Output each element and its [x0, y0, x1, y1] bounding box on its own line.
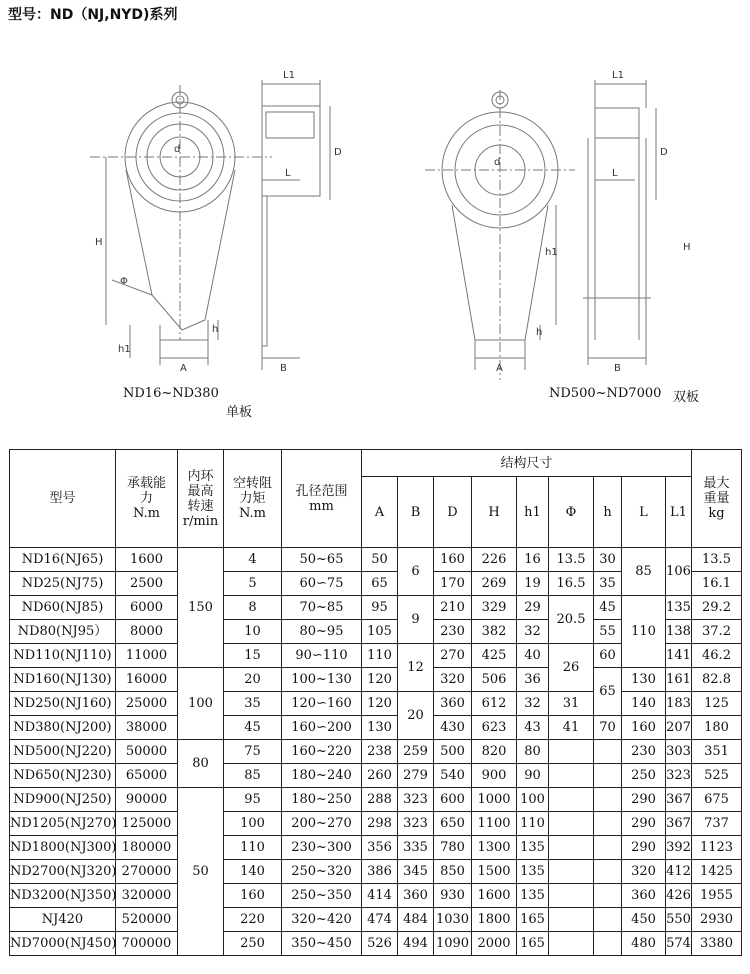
spec-table	[9, 449, 742, 956]
table-cell: 16.5	[549, 572, 594, 596]
table-cell: 65	[362, 572, 398, 596]
double-plate-side-view	[583, 80, 656, 365]
table-cell: 574	[666, 932, 692, 956]
table-cell: 1600	[472, 884, 517, 908]
table-cell: 26	[549, 644, 594, 692]
svg-text:B: B	[614, 363, 621, 374]
page-title: 型号：ND（NJ,NYD)系列	[8, 7, 178, 23]
table-cell: 270000	[116, 860, 178, 884]
table-row	[10, 884, 742, 908]
table-cell: 623	[472, 716, 517, 740]
table-cell: 50000	[116, 740, 178, 764]
table-cell: 35	[594, 572, 622, 596]
table-row	[10, 812, 742, 836]
table-cell: 675	[692, 788, 742, 812]
header-D: D	[434, 477, 472, 548]
table-cell: 16.1	[692, 572, 742, 596]
table-cell: 50	[178, 788, 224, 956]
table-cell: 160∽200	[282, 716, 362, 740]
table-cell: 38000	[116, 716, 178, 740]
table-cell: ND650(NJ230)	[10, 764, 116, 788]
table-cell: 226	[472, 548, 517, 572]
table-cell: NJ420	[10, 908, 116, 932]
table-cell: 525	[692, 764, 742, 788]
dim-L1-label: L1	[283, 70, 295, 81]
table-cell: 1030	[434, 908, 472, 932]
table-cell: 270	[434, 644, 472, 668]
table-cell: 210	[434, 596, 472, 620]
table-cell: 25000	[116, 692, 178, 716]
table-cell: 360	[622, 884, 666, 908]
table-cell: 4	[224, 548, 282, 572]
table-cell: ND16(NJ65)	[10, 548, 116, 572]
table-cell: 141	[666, 644, 692, 668]
table-cell: 250	[622, 764, 666, 788]
table-cell: 120∽160	[282, 692, 362, 716]
table-cell: 426	[666, 884, 692, 908]
dim-h1-label: h1	[118, 344, 131, 355]
table-cell: 737	[692, 812, 742, 836]
dim-h-label: h	[212, 324, 219, 335]
table-cell	[549, 788, 594, 812]
header-h1: h1	[517, 477, 549, 548]
table-cell	[549, 836, 594, 860]
table-cell: 1100	[472, 812, 517, 836]
table-cell: 290	[622, 812, 666, 836]
table-cell: 165	[517, 932, 549, 956]
header-h: h	[594, 477, 622, 548]
table-cell: 13.5	[692, 548, 742, 572]
table-row	[10, 740, 742, 764]
table-cell: 6	[398, 548, 434, 596]
table-cell: 1425	[692, 860, 742, 884]
table-cell: 2930	[692, 908, 742, 932]
table-cell: 50~65	[282, 548, 362, 572]
table-cell: 16000	[116, 668, 178, 692]
table-cell: 110	[517, 812, 549, 836]
table-cell: 335	[398, 836, 434, 860]
header-L1: L1	[666, 477, 692, 548]
table-cell	[594, 908, 622, 932]
table-cell: 230	[434, 620, 472, 644]
table-cell: 160	[434, 548, 472, 572]
table-cell: 135	[517, 884, 549, 908]
table-cell: ND25(NJ75)	[10, 572, 116, 596]
table-cell: ND3200(NJ350)	[10, 884, 116, 908]
table-row	[10, 860, 742, 884]
table-cell: 19	[517, 572, 549, 596]
table-cell	[594, 764, 622, 788]
table-cell: 20	[224, 668, 282, 692]
table-cell	[549, 908, 594, 932]
table-cell: 35	[224, 692, 282, 716]
table-cell: 1123	[692, 836, 742, 860]
table-cell: 8	[224, 596, 282, 620]
table-cell: 550	[666, 908, 692, 932]
table-cell: 2500	[116, 572, 178, 596]
table-cell: 161	[666, 668, 692, 692]
table-cell: 425	[472, 644, 517, 668]
table-cell: 360	[398, 884, 434, 908]
table-cell: 130	[622, 668, 666, 692]
table-cell: 135	[517, 860, 549, 884]
table-cell: 60	[594, 644, 622, 668]
table-cell: 70	[594, 716, 622, 740]
table-cell: 3380	[692, 932, 742, 956]
table-cell	[594, 884, 622, 908]
table-cell: ND1205(NJ270)	[10, 812, 116, 836]
table-cell: 106	[666, 548, 692, 596]
table-cell: 20.5	[549, 596, 594, 644]
table-cell: 15	[224, 644, 282, 668]
table-cell: 526	[362, 932, 398, 956]
table-cell: 6000	[116, 596, 178, 620]
table-cell: 120	[362, 668, 398, 692]
svg-text:d: d	[494, 157, 501, 168]
table-cell: 55	[594, 620, 622, 644]
table-cell: 10	[224, 620, 282, 644]
header-dimensions: 结构尺寸	[362, 450, 692, 477]
right-figure-caption: ND500~ND7000	[549, 386, 662, 401]
double-plate-front-view	[425, 90, 575, 380]
table-cell: 250~350	[282, 884, 362, 908]
table-cell: 140	[224, 860, 282, 884]
table-cell: 350~450	[282, 932, 362, 956]
table-cell: 180000	[116, 836, 178, 860]
table-cell: 382	[472, 620, 517, 644]
table-cell	[549, 932, 594, 956]
table-cell: 392	[666, 836, 692, 860]
table-cell: 230~300	[282, 836, 362, 860]
table-cell: 45	[594, 596, 622, 620]
table-cell: 259	[398, 740, 434, 764]
table-cell: 16	[517, 548, 549, 572]
table-cell: 520000	[116, 908, 178, 932]
table-cell: 2000	[472, 932, 517, 956]
table-cell: 386	[362, 860, 398, 884]
table-cell: 82.8	[692, 668, 742, 692]
table-row	[10, 716, 742, 740]
table-cell: 170	[434, 572, 472, 596]
table-cell: 29.2	[692, 596, 742, 620]
table-cell: 450	[622, 908, 666, 932]
table-cell: 135	[517, 836, 549, 860]
table-cell: 40	[517, 644, 549, 668]
table-cell: 207	[666, 716, 692, 740]
svg-text:D: D	[660, 147, 668, 158]
dim-d-label: d	[174, 144, 181, 155]
table-cell: 85	[622, 548, 666, 596]
table-cell: 75	[224, 740, 282, 764]
svg-text:A: A	[496, 363, 503, 374]
table-row	[10, 764, 742, 788]
table-cell: 1600	[116, 548, 178, 572]
svg-text:L1: L1	[612, 70, 624, 81]
table-cell: 80~95	[282, 620, 362, 644]
table-cell: 60∽75	[282, 572, 362, 596]
table-cell: ND60(NJ85)	[10, 596, 116, 620]
table-cell: 95	[362, 596, 398, 620]
table-cell: 180~250	[282, 788, 362, 812]
table-cell: 1300	[472, 836, 517, 860]
table-cell: 780	[434, 836, 472, 860]
table-cell: 930	[434, 884, 472, 908]
table-cell: 90	[517, 764, 549, 788]
header-model: 型号	[10, 450, 116, 548]
table-cell: 80	[517, 740, 549, 764]
table-cell: 323	[666, 764, 692, 788]
table-cell: ND1800(NJ300)	[10, 836, 116, 860]
table-cell: 900	[472, 764, 517, 788]
dim-A-label: A	[180, 363, 187, 374]
header-B: B	[398, 477, 434, 548]
table-cell: 135	[666, 596, 692, 620]
table-cell	[549, 884, 594, 908]
table-cell: 65000	[116, 764, 178, 788]
table-cell: 165	[517, 908, 549, 932]
table-cell: 484	[398, 908, 434, 932]
table-cell: 200~270	[282, 812, 362, 836]
table-cell: 1000	[472, 788, 517, 812]
table-cell: 100	[517, 788, 549, 812]
table-cell: ND110(NJ110)	[10, 644, 116, 668]
table-cell: 279	[398, 764, 434, 788]
table-cell: 494	[398, 932, 434, 956]
table-cell: 1090	[434, 932, 472, 956]
table-cell: 105	[362, 620, 398, 644]
table-cell: 45	[224, 716, 282, 740]
table-cell: 41	[549, 716, 594, 740]
table-cell: 320~420	[282, 908, 362, 932]
table-cell: 90∽110	[282, 644, 362, 668]
table-cell: 303	[666, 740, 692, 764]
table-cell: ND380(NJ200)	[10, 716, 116, 740]
table-cell: 298	[362, 812, 398, 836]
table-cell: 323	[398, 812, 434, 836]
table-cell: 850	[434, 860, 472, 884]
header-weight: 最大 重量 kg	[692, 450, 742, 548]
header-speed: 内环 最高 转速 r/min	[178, 450, 224, 548]
table-cell	[594, 740, 622, 764]
table-cell: 43	[517, 716, 549, 740]
table-cell: 345	[398, 860, 434, 884]
table-cell: ND80(NJ95）	[10, 620, 116, 644]
table-cell: 290	[622, 788, 666, 812]
table-row	[10, 596, 742, 620]
dim-H-label: H	[95, 237, 103, 248]
table-cell: 100~130	[282, 668, 362, 692]
table-row	[10, 788, 742, 812]
table-cell: ND250(NJ160)	[10, 692, 116, 716]
table-cell: ND500(NJ220)	[10, 740, 116, 764]
table-cell: 125000	[116, 812, 178, 836]
header-A: A	[362, 477, 398, 548]
table-cell: 500	[434, 740, 472, 764]
table-cell: 230	[622, 740, 666, 764]
table-cell: 650	[434, 812, 472, 836]
table-cell: 320000	[116, 884, 178, 908]
table-cell: 1500	[472, 860, 517, 884]
table-cell: 32	[517, 620, 549, 644]
table-cell: 180	[692, 716, 742, 740]
table-cell: 329	[472, 596, 517, 620]
table-row	[10, 932, 742, 956]
table-cell: 95	[224, 788, 282, 812]
table-cell: 260	[362, 764, 398, 788]
dim-L-label: L	[285, 168, 291, 179]
table-cell: 269	[472, 572, 517, 596]
table-cell: 238	[362, 740, 398, 764]
table-row	[10, 548, 742, 572]
table-cell: 150	[178, 548, 224, 668]
right-figure-kind: 双板	[673, 390, 700, 405]
table-cell: 110	[622, 596, 666, 668]
single-plate-side-view	[262, 80, 330, 370]
table-cell: 323	[398, 788, 434, 812]
table-cell: 100	[224, 812, 282, 836]
table-cell: 414	[362, 884, 398, 908]
table-cell: 140	[622, 692, 666, 716]
table-cell: 100	[178, 668, 224, 740]
table-row	[10, 908, 742, 932]
table-cell: 13.5	[549, 548, 594, 572]
table-cell: 120	[362, 692, 398, 716]
table-cell: 20	[398, 692, 434, 740]
single-plate-front-view	[90, 85, 272, 365]
table-cell: 612	[472, 692, 517, 716]
dim-D-label: D	[334, 147, 342, 158]
table-cell: 1955	[692, 884, 742, 908]
table-cell: 600	[434, 788, 472, 812]
table-cell: 1800	[472, 908, 517, 932]
table-cell: 11000	[116, 644, 178, 668]
table-cell: 160	[622, 716, 666, 740]
table-cell: 125	[692, 692, 742, 716]
table-cell	[549, 860, 594, 884]
table-cell: 412	[666, 860, 692, 884]
table-cell	[594, 932, 622, 956]
table-cell: 50	[362, 548, 398, 572]
table-cell	[594, 788, 622, 812]
table-cell: 320	[434, 668, 472, 692]
table-cell: 110	[362, 644, 398, 668]
table-cell: 250~320	[282, 860, 362, 884]
table-cell: 9	[398, 596, 434, 644]
table-cell: 356	[362, 836, 398, 860]
table-cell: 220	[224, 908, 282, 932]
table-cell: 430	[434, 716, 472, 740]
dim-phi-label: Φ	[120, 276, 128, 287]
table-cell: 540	[434, 764, 472, 788]
table-cell: 180~240	[282, 764, 362, 788]
svg-text:H: H	[683, 242, 691, 253]
table-cell: 474	[362, 908, 398, 932]
table-cell: 37.2	[692, 620, 742, 644]
svg-text:h1: h1	[545, 247, 558, 258]
table-row	[10, 692, 742, 716]
table-cell: 32	[517, 692, 549, 716]
dim-B-label: B	[280, 363, 287, 374]
table-cell: 90000	[116, 788, 178, 812]
table-cell	[549, 812, 594, 836]
table-cell: 506	[472, 668, 517, 692]
svg-text:L: L	[612, 168, 618, 179]
header-bore: 孔径范围 mm	[282, 450, 362, 548]
table-cell	[594, 860, 622, 884]
table-cell: 160	[224, 884, 282, 908]
table-cell: 46.2	[692, 644, 742, 668]
table-cell: 138	[666, 620, 692, 644]
table-cell: 5	[224, 572, 282, 596]
table-cell: 320	[622, 860, 666, 884]
table-cell	[594, 836, 622, 860]
table-cell: 29	[517, 596, 549, 620]
table-cell: 288	[362, 788, 398, 812]
header-H: H	[472, 477, 517, 548]
table-cell: 480	[622, 932, 666, 956]
left-figure-caption: ND16~ND380	[123, 386, 219, 401]
table-cell: 700000	[116, 932, 178, 956]
table-cell: 360	[434, 692, 472, 716]
table-cell	[594, 812, 622, 836]
table-cell: 290	[622, 836, 666, 860]
table-row	[10, 836, 742, 860]
table-cell: 31	[549, 692, 594, 716]
table-cell: 80	[178, 740, 224, 788]
table-row	[10, 668, 742, 692]
table-cell: 12	[398, 644, 434, 692]
table-cell: 30	[594, 548, 622, 572]
technical-drawing	[0, 40, 750, 430]
table-cell: ND900(NJ250)	[10, 788, 116, 812]
table-cell: ND160(NJ130)	[10, 668, 116, 692]
table-cell: 110	[224, 836, 282, 860]
table-cell: 36	[517, 668, 549, 692]
table-cell: 8000	[116, 620, 178, 644]
table-cell: 183	[666, 692, 692, 716]
left-figure-kind: 单板	[226, 405, 253, 420]
table-cell: 820	[472, 740, 517, 764]
table-cell: ND2700(NJ320)	[10, 860, 116, 884]
header-phi: Φ	[549, 477, 594, 548]
table-cell: 160~220	[282, 740, 362, 764]
table-cell	[549, 740, 594, 764]
table-cell	[549, 764, 594, 788]
table-cell: 367	[666, 788, 692, 812]
table-cell: 367	[666, 812, 692, 836]
svg-text:h: h	[536, 327, 543, 338]
header-idle-torque: 空转阻 力矩 N.m	[224, 450, 282, 548]
header-L: L	[622, 477, 666, 548]
table-cell: 65	[594, 668, 622, 716]
table-cell: 351	[692, 740, 742, 764]
header-load: 承载能 力 N.m	[116, 450, 178, 548]
table-cell: 130	[362, 716, 398, 740]
table-cell: 85	[224, 764, 282, 788]
table-cell: 250	[224, 932, 282, 956]
table-cell: 70~85	[282, 596, 362, 620]
table-cell: ND7000(NJ450)	[10, 932, 116, 956]
